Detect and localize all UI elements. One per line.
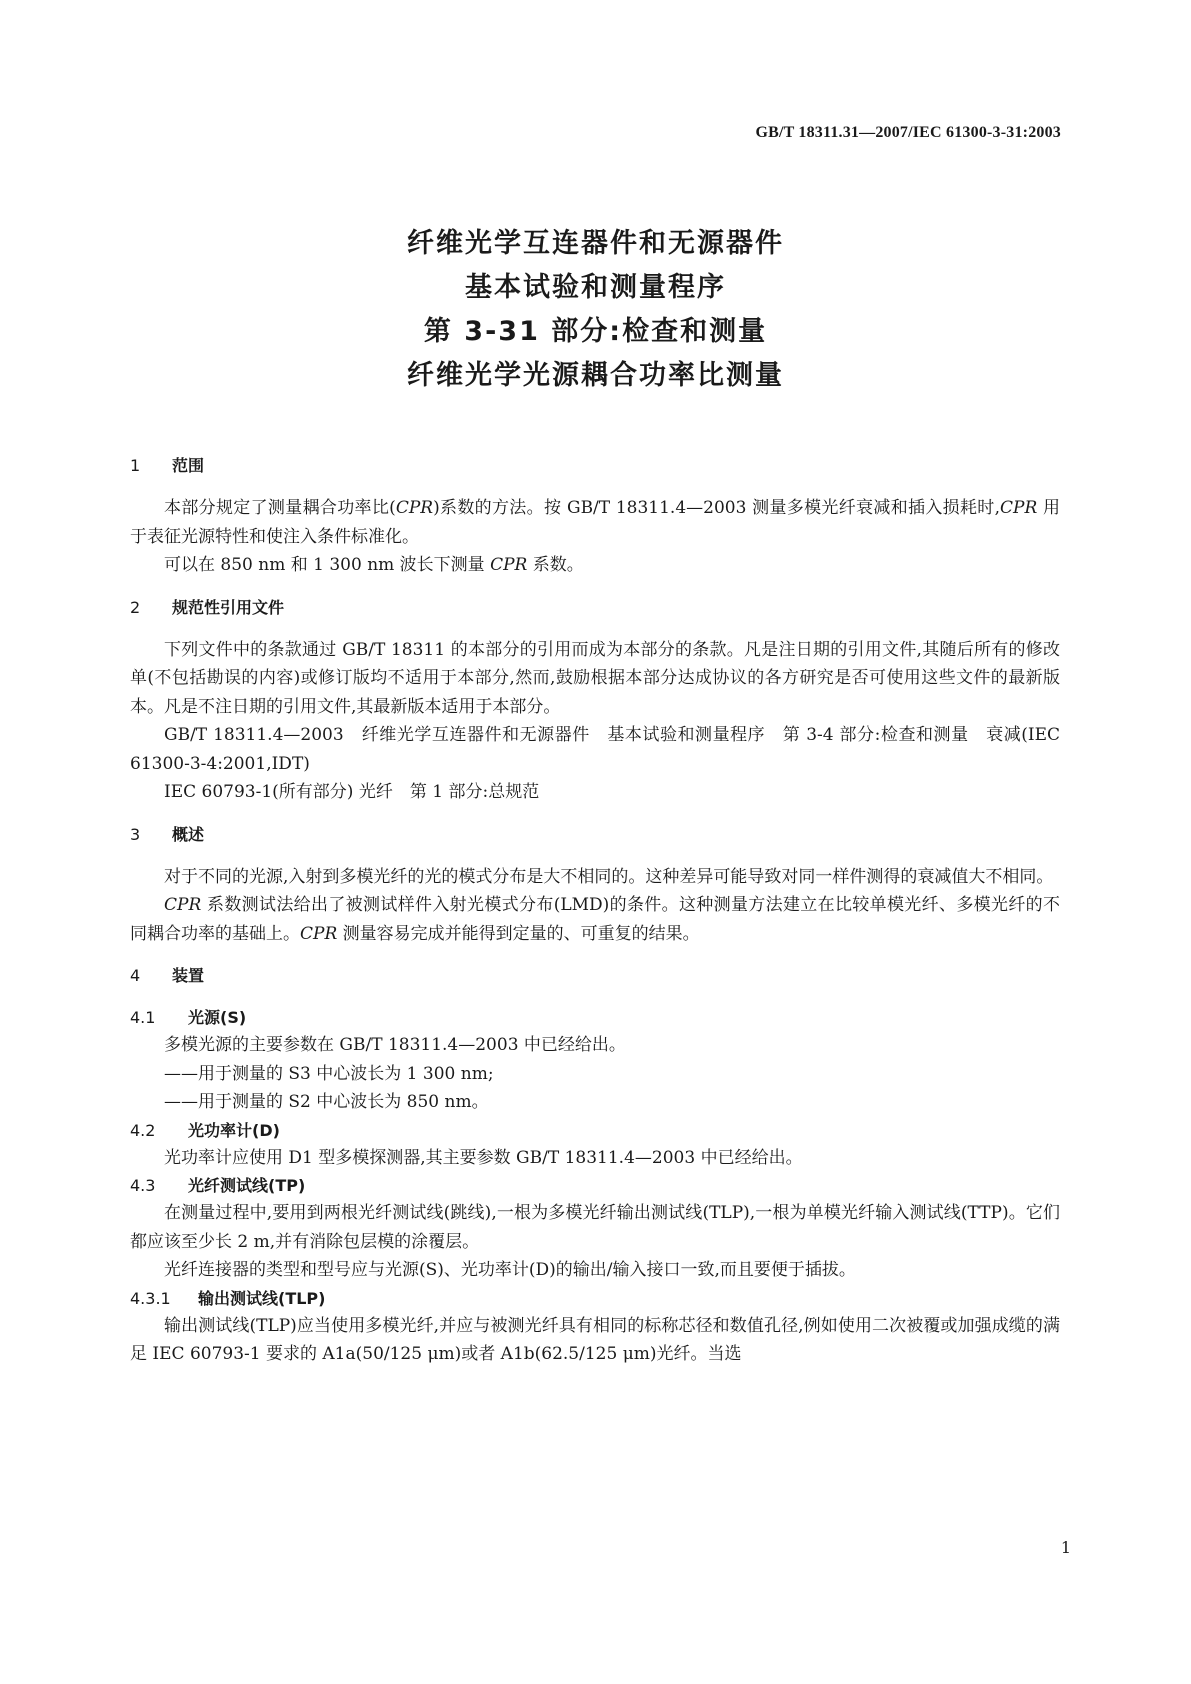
text-run: 测量容易完成并能得到定量的、可重复的结果。: [337, 923, 700, 944]
subsection-heading-4-3-1: [130, 1285, 1060, 1312]
paragraph: 在测量过程中,要用到两根光纤测试线(跳线),一根为多模光纤输出测试线(TLP),一根为单模光纤输入测试线(TTP)。它们都应该至少长 2 m,并有消除包层模的涂覆层。: [130, 1203, 1060, 1252]
list-item: ——用于测量的 S3 中心波长为 1 300 nm;: [164, 1063, 494, 1084]
cpr-term: CPR: [164, 895, 202, 915]
subsection-title: 输出测试线(TLP): [198, 1288, 326, 1308]
cpr-term: CPR: [490, 555, 528, 575]
subsection-number: 4.3: [130, 1176, 156, 1195]
section-title: 规范性引用文件: [172, 597, 285, 617]
paragraph: 光功率计应使用 D1 型多模探测器,其主要参数 GB/T 18311.4—2003 中已经给出。: [164, 1147, 803, 1168]
paragraph: 多模光源的主要参数在 GB/T 18311.4—2003 中已经给出。: [164, 1035, 626, 1055]
subsection-heading-4-3: [130, 1172, 1060, 1199]
section-number: 4: [130, 966, 141, 985]
paragraph: 对于不同的光源,入射到多模光纤的光的模式分布是大不相同的。这种差异可能导致对同一样件测得的衰减值大不相同。: [164, 866, 1054, 887]
section-heading-3: [130, 821, 1060, 849]
title-line-2: 基本试验和测量程序: [465, 272, 726, 303]
normative-reference: IEC 60793-1(所有部分) 光纤 第 1 部分:总规范: [164, 782, 540, 802]
page-number: 1: [1060, 1538, 1071, 1557]
paragraph: 下列文件中的条款通过 GB/T 18311 的本部分的引用而成为本部分的条款。凡是注日期的引用文件,其随后所有的修改单(不包括勘误的内容)或修订版均不适用于本部分,然而,鼓励根据本部分达成协议的各方研究是否可使用这些文件的最新版本。凡是不注日期的引用文件,其最新版本适用于本部分。: [130, 639, 1060, 717]
section-title: 范围: [172, 456, 205, 475]
section-number: 1: [130, 456, 141, 475]
subsection-number: 4.1: [130, 1008, 156, 1027]
paragraph: [130, 891, 1060, 948]
section-title: 装置: [172, 966, 205, 985]
subsection-title: 光纤测试线(TP): [188, 1176, 306, 1195]
paragraph: [130, 551, 1060, 580]
text-run: 本部分规定了测量耦合功率比(: [164, 498, 396, 518]
section-heading-4: [130, 962, 1060, 990]
text-run: 用于表征光源特性和使注入条件标准化。: [130, 498, 1061, 547]
text-run: 系数。: [527, 555, 584, 575]
cpr-term: CPR: [300, 923, 338, 944]
subsection-heading-4-2: [130, 1117, 1060, 1144]
list-item: ——用于测量的 S2 中心波长为 850 nm。: [164, 1092, 489, 1112]
section-number: 2: [130, 597, 141, 617]
title-line-3: 第 3-31 部分:检查和测量: [423, 316, 768, 347]
paragraph: [130, 494, 1060, 551]
section-heading-1: [130, 452, 1060, 480]
subsection-heading-4-1: [130, 1004, 1060, 1031]
section-heading-2: [130, 594, 1060, 622]
section-number: 3: [130, 824, 141, 844]
paragraph: 光纤连接器的类型和型号应与光源(S)、光功率计(D)的输出/输入接口一致,而且要便于插拔。: [164, 1260, 856, 1280]
cpr-term: CPR: [1000, 498, 1038, 518]
text-run: )系数的方法。按 GB/T 18311.4—2003 测量多模光纤衰减和插入损耗时,: [433, 498, 1001, 518]
section-title: 概述: [172, 824, 205, 844]
title-line-4: 纤维光学光源耦合功率比测量: [407, 360, 784, 391]
subsection-title: 光源(S): [188, 1008, 247, 1027]
text-run: 可以在 850 nm 和 1 300 nm 波长下测量: [164, 555, 491, 575]
standard-code: GB/T 18311.31—2007/IEC 61300-3-31:2003: [755, 124, 1061, 141]
subsection-number: 4.2: [130, 1120, 156, 1140]
text-run: 系数测试法给出了被测试样件入射光模式分布(LMD)的条件。这种测量方法建立在比较单模光纤、多模光纤的不同耦合功率的基础上。: [130, 895, 1060, 944]
title-line-1: 纤维光学互连器件和无源器件: [407, 228, 784, 259]
subsection-number: 4.3.1: [130, 1288, 171, 1308]
document-body: [130, 452, 1060, 1369]
document-title: [0, 222, 1191, 398]
subsection-title: 光功率计(D): [188, 1120, 280, 1140]
cpr-term: CPR: [395, 498, 434, 518]
normative-reference: GB/T 18311.4—2003 纤维光学互连器件和无源器件 基本试验和测量程序 第 3-4 部分:检查和测量 衰减(IEC 61300-3-4:2001,IDT): [130, 725, 1060, 774]
paragraph: 输出测试线(TLP)应当使用多模光纤,并应与被测光纤具有相同的标称芯径和数值孔径,例如使用二次被覆或加强成缆的满足 IEC 60793-1 要求的 A1a(50/125 μm)或者 A1b(62.5/125 μm)光纤。当选: [130, 1315, 1060, 1364]
